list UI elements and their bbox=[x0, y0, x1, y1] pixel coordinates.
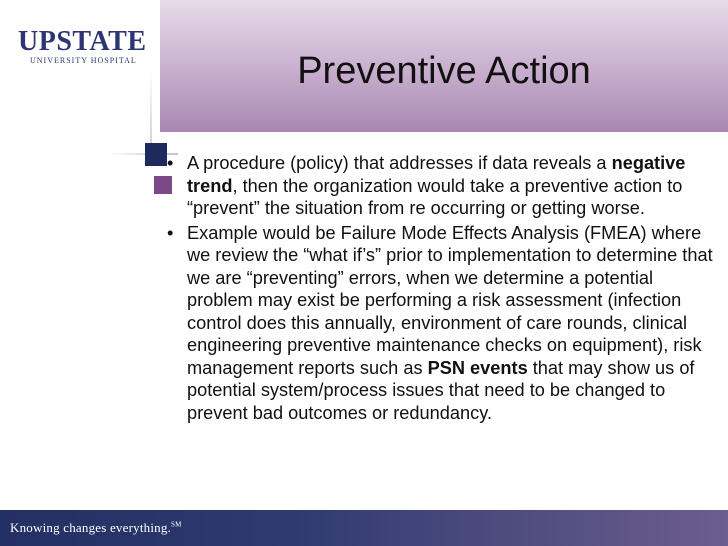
bullet-bold: PSN events bbox=[427, 357, 528, 378]
bullet-text: Example would be Failure Mode Effects Analysis (FMEA) where we review the “what if’s” prior to implementation to determine that we are “preventing” errors, when we determine a potential problem may exist be performing a risk assessment (infection control does this annually, environment of care rounds, clinical engineering preventive maintenance checks on equipment), risk management reports such as bbox=[187, 222, 713, 378]
left-strip bbox=[0, 0, 12, 510]
service-mark: SM bbox=[171, 520, 182, 529]
upstate-logo bbox=[18, 26, 147, 68]
bullet-dot-icon: • bbox=[167, 222, 174, 243]
bullet-text: , then the organization would take a preventive action to “prevent” the situation from re occurring or getting worse. bbox=[187, 175, 683, 218]
bullet-text: A procedure (policy) that addresses if data reveals a bbox=[187, 153, 612, 173]
logo-word: UPSTATE bbox=[18, 26, 147, 57]
bullet-item bbox=[167, 222, 715, 425]
bullet-list bbox=[167, 152, 715, 426]
footer-tagline: Knowing changes everything.℠ bbox=[10, 520, 182, 535]
bullet-dot-icon: • bbox=[167, 153, 174, 173]
bullet-text: that may show us of potential system/process issues that need to be changed to prevent bad outcomes or redundancy. bbox=[187, 357, 695, 423]
decor-navy-square bbox=[145, 143, 167, 166]
bullet-item bbox=[167, 152, 715, 220]
slide-title: Preventive Action bbox=[297, 50, 591, 92]
footer-bar bbox=[0, 510, 728, 546]
bullet-bold: negative trend bbox=[187, 153, 686, 196]
logo-subtitle: UNIVERSITY HOSPITAL bbox=[30, 56, 137, 65]
